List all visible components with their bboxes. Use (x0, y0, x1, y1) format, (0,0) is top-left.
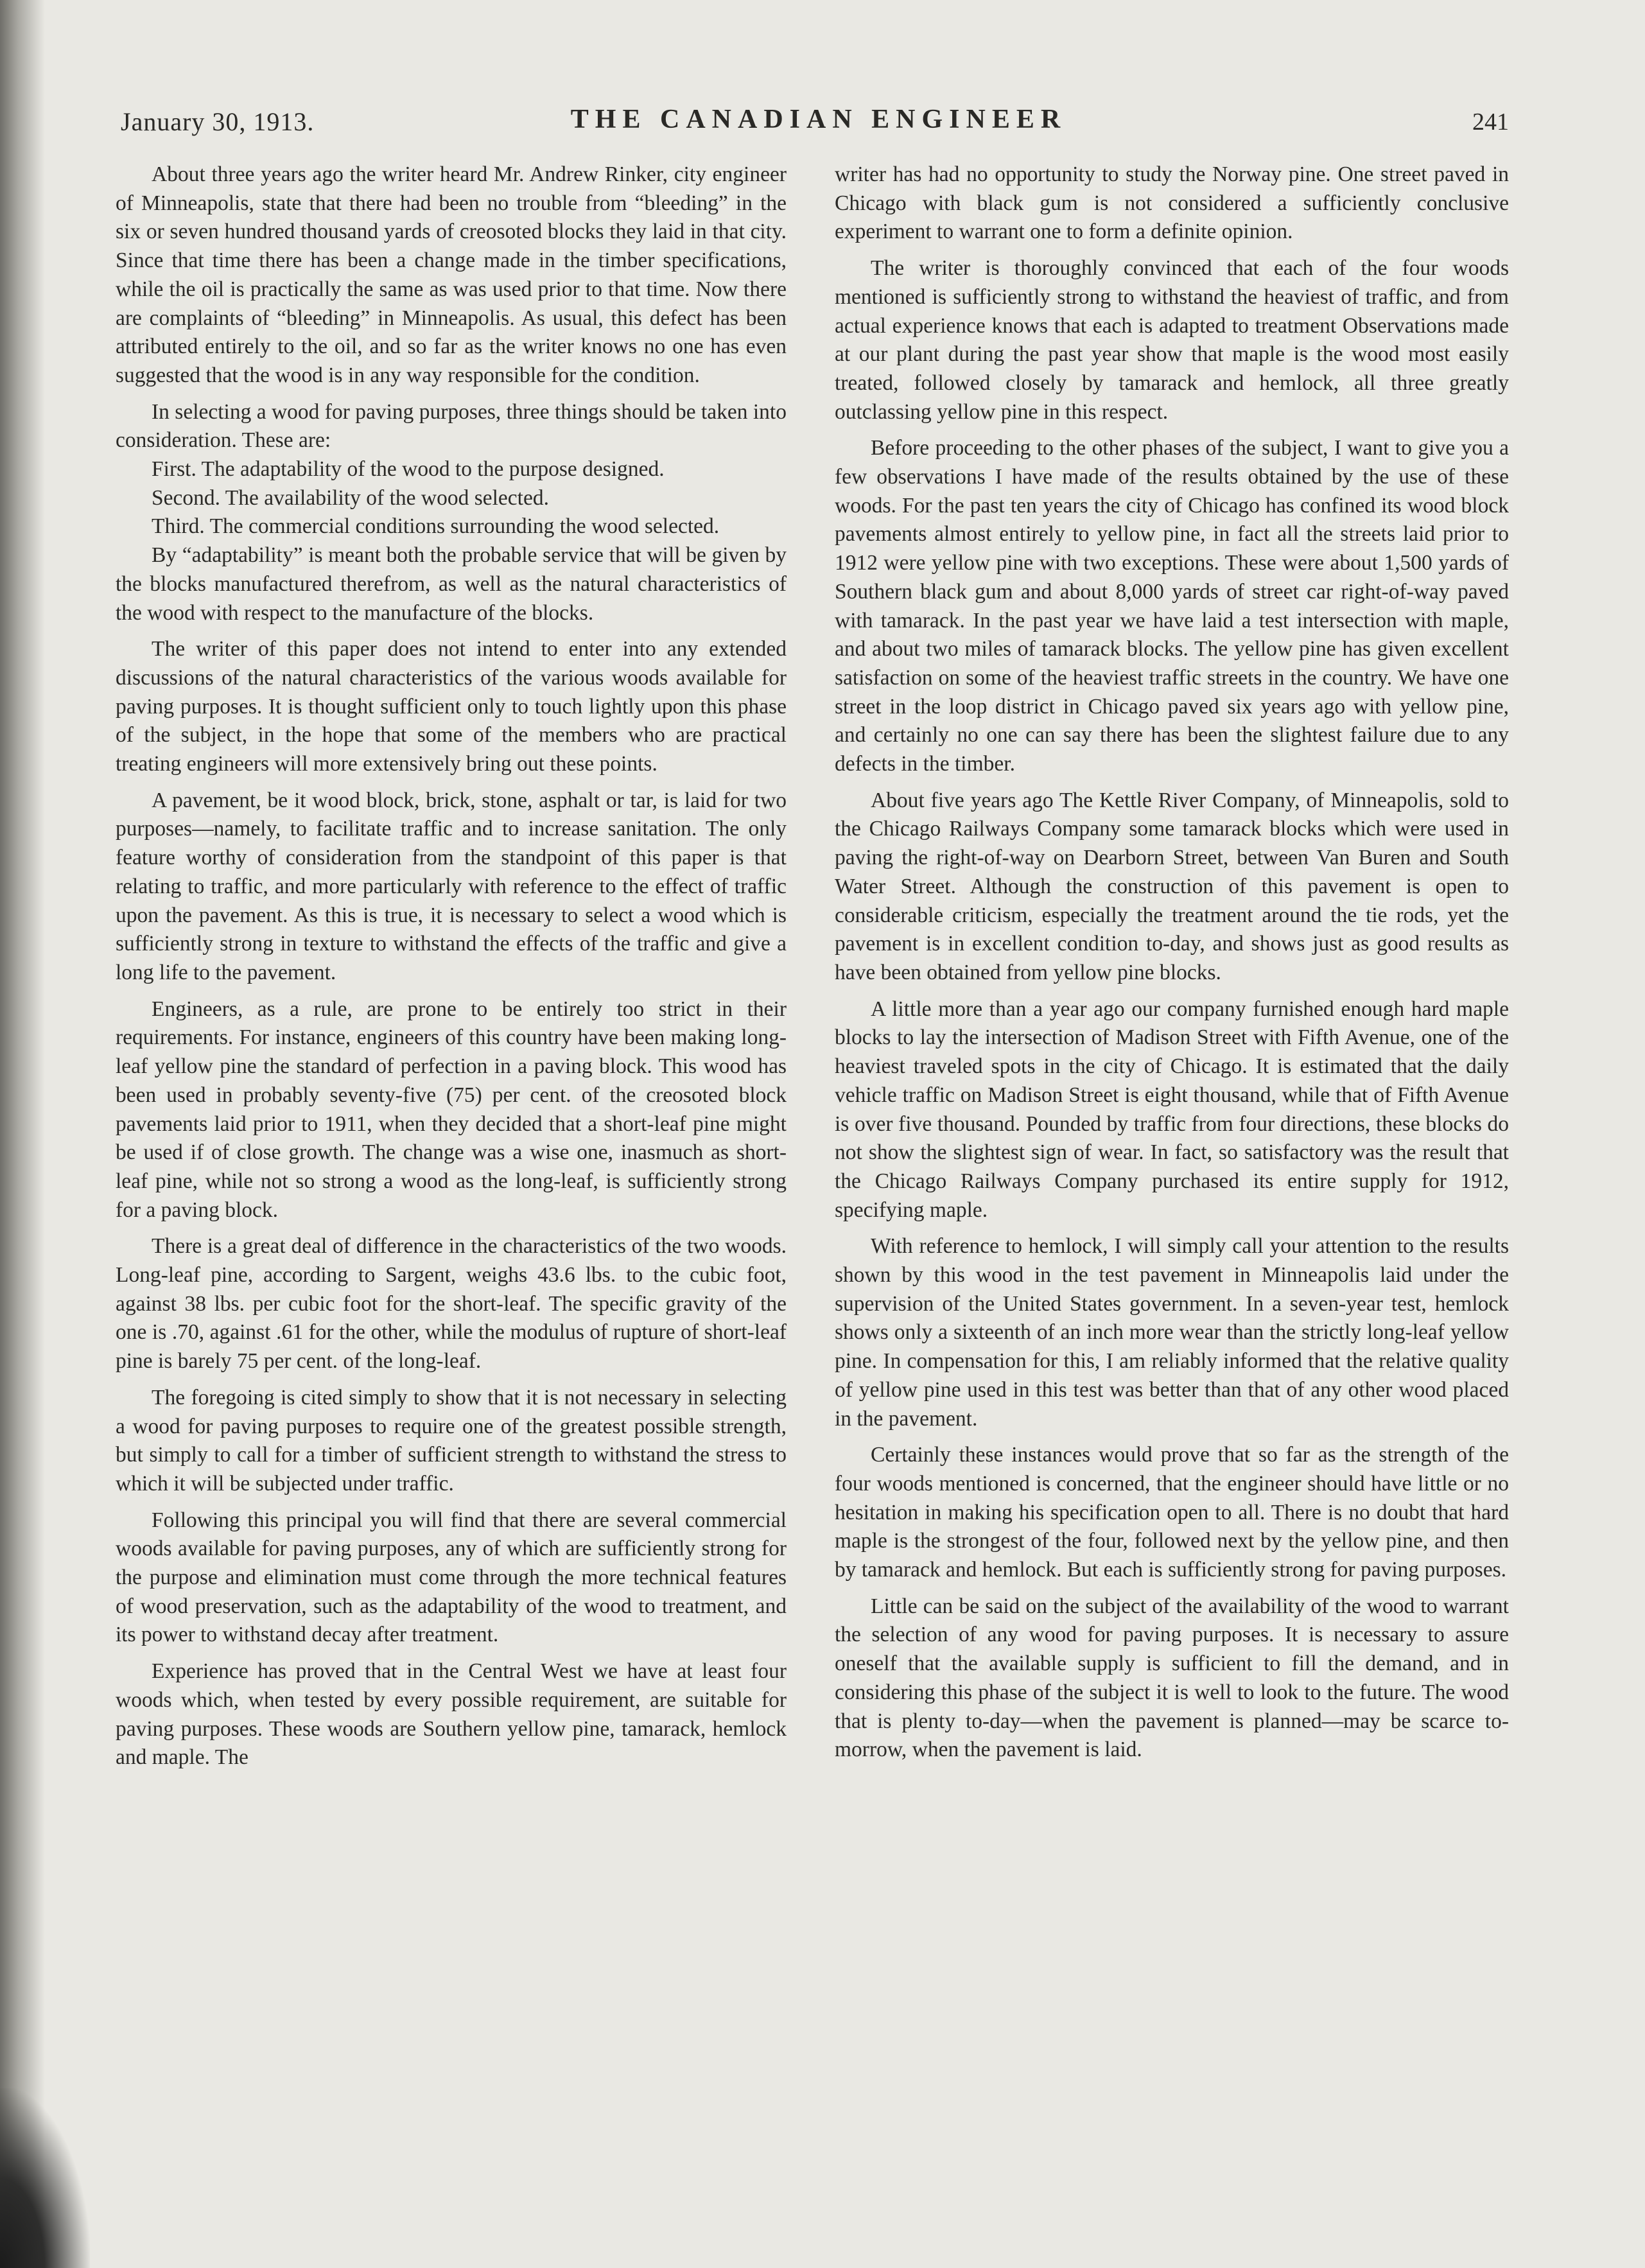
running-header (116, 101, 1522, 146)
paragraph: In selecting a wood for paving purposes, three things should be taken into consideration. These are: (116, 399, 787, 453)
paragraph: Second. The availability of the wood selected. (152, 485, 549, 510)
paragraph: By “adaptability” is meant both the probable service that will be given by the blocks manufactured therefrom, as well as the natural characteristics of the wood with respect to the manufacture of the blocks. (116, 543, 787, 625)
paragraph: Experience has proved that in the Central West we have at least four woods which, when tested by every possible requirement, are suitable for paving purposes. These woods are Southern yellow pine, tamarack, hemlock and maple. The (116, 1659, 787, 1770)
paragraph: Following this principal you will find that there are several commercial woods available for paving purposes, any of which are sufficiently strong for the purpose and elimination must come through the more technical features of wood preservation, such as the adaptability of the wood to treatment, and its power to withstand decay after treatment. (116, 1508, 787, 1647)
paragraph: The writer is thoroughly convinced that each of the four woods mentioned is sufficiently strong to withstand the heaviest of traffic, and from actual experience knows that each is adapted to treatment Observations made at our plant during the past year show that maple is the wood most easily treated, followed closely by tamarack and hemlock, all three greatly outclassing yellow pine in this respect. (835, 256, 1509, 424)
paragraph: There is a great deal of difference in the characteristics of the two woods. Long-leaf pine, according to Sargent, weighs 43.6 lbs. to the cubic foot, against 38 lbs. per cubic foot for the short-leaf. The specific gravity of the one is .70, against .61 for the other, while the modulus of rupture of short-leaf pine is barely 75 per cent. of the long-leaf. (116, 1234, 787, 1374)
left-column (116, 161, 787, 1772)
paragraph: Little can be said on the subject of the availability of the wood to warrant the selection of any wood for paving purposes. It is necessary to assure oneself that the available supply is sufficient to fill the demand, and in considering this phase of the subject it is well to look to the future. The wood that is plenty to-day—when the pavement is planned—may be scarce to-morrow, when the pavement is laid. (835, 1594, 1509, 1762)
page-number: 241 (1472, 109, 1509, 135)
issue-date: January 30, 1913. (121, 107, 315, 136)
paragraph: Certainly these instances would prove that so far as the strength of the four woods mentioned is concerned, that the engineer should have little or no hesitation in making his specification open to all. There is no doubt that hard maple is the strongest of the four, followed next by the yellow pine, and then by tamarack and hemlock. But each is sufficiently strong for paving purposes. (835, 1443, 1509, 1582)
journal-title: THE CANADIAN ENGINEER (570, 105, 1067, 134)
paragraph: Before proceeding to the other phases of the subject, I want to give you a few observations I have made of the results obtained by the use of these woods. For the past ten years the city of Chicago has confined its wood block pavements almost entirely to yellow pine, in fact all the streets laid prior to 1912 were yellow pine with two exceptions. These were about 1,500 yards of Southern black gum and about 8,000 yards of street car right-of-way paved with tamarack. In the past year we have laid a test intersection with maple, and about two miles of tamarack blocks. The yellow pine has given excellent satisfaction on some of the heaviest traffic streets in the country. We have one street in the loop district in Chicago paved six years ago with yellow pine, and certainly no one can say there has been the slightest failure due to any defects in the timber. (835, 436, 1509, 776)
page-gutter-shadow (0, 0, 45, 2268)
paragraph: Third. The commercial conditions surrounding the wood selected. (152, 514, 720, 539)
scan-corner-shadow (0, 2088, 90, 2268)
journal-page (116, 90, 1522, 2196)
paragraph: Engineers, as a rule, are prone to be entirely too strict in their requirements. For instance, engineers of this country have been making long-leaf yellow pine the standard of perfection in a paving block. This wood has been used in probably seventy-five (75) per cent. of the creosoted block pavements laid prior to 1911, when they decided that a short-leaf pine might be used if of close growth. The change was a wise one, inasmuch as short-leaf pine, while not so strong a wood as the long-leaf, is sufficiently strong for a paving block. (116, 997, 787, 1222)
right-column (835, 161, 1509, 1765)
paragraph: The foregoing is cited simply to show that it is not necessary in selecting a wood for paving purposes to require one of the greatest possible strength, but simply to call for a timber of sufficient strength to withstand the stress to which it will be subjected under traffic. (116, 1385, 787, 1496)
paragraph: About three years ago the writer heard Mr. Andrew Rinker, city engineer of Minneapolis, state that there had been no trouble from “bleeding” in the six or seven hundred thousand yards of creosoted blocks they laid in that city. Since that time there has been a change made in the timber specifications, while the oil is practically the same as was used prior to that time. Now there are complaints of “bleeding” in Minneapolis. As usual, this defect has been attributed entirely to the oil, and so far as the writer knows no one has even suggested that the wood is in any way responsible for the condition. (116, 162, 787, 387)
paragraph: The writer of this paper does not intend to enter into any extended discussions of the natural characteristics of the various woods available for paving purposes. It is thought sufficient only to touch lightly upon this phase of the subject, in the hope that some of the members who are practical treating engineers will more extensively bring out these points. (116, 637, 787, 776)
paragraph: First. The adaptability of the wood to the purpose designed. (152, 457, 665, 482)
paragraph: A pavement, be it wood block, brick, stone, asphalt or tar, is laid for two purposes—namely, to facilitate traffic and to increase sanitation. The only feature worthy of consideration from the standpoint of this paper is that relating to traffic, and more particularly with reference to the effect of traffic upon the pavement. As this is true, it is necessary to select a wood which is sufficiently strong in texture to withstand the effects of the traffic and give a long life to the pavement. (116, 788, 787, 984)
paragraph: About five years ago The Kettle River Company, of Minneapolis, sold to the Chicago Railways Company some tamarack blocks which were used in paving the right-of-way on Dearborn Street, between Van Buren and South Water Street. Although the construction of this pavement is open to considerable criticism, especially the treatment around the tie rods, yet the pavement is in excellent condition to-day, and shows just as good results as have been obtained from yellow pine blocks. (835, 788, 1509, 984)
paragraph: writer has had no opportunity to study the Norway pine. One street paved in Chicago with black gum is not considered a sufficiently conclusive experiment to warrant one to form a definite opinion. (835, 162, 1509, 244)
paragraph: With reference to hemlock, I will simply call your attention to the results shown by this wood in the test pavement in Minneapolis laid under the supervision of the United States government. In a seven-year test, hemlock shows only a sixteenth of an inch more wear than the strictly long-leaf yellow pine. In compensation for this, I am reliably informed that the relative quality of yellow pine used in this test was better than that of any other wood placed in the pavement. (835, 1234, 1509, 1431)
paragraph: A little more than a year ago our company furnished enough hard maple blocks to lay the intersection of Madison Street with Fifth Avenue, one of the heaviest traveled spots in the city of Chicago. It is estimated that the daily vehicle traffic on Madison Street is eight thousand, while that of Fifth Avenue is over five thousand. Pounded by traffic from four directions, these blocks do not show the slightest sign of wear. In fact, so satisfactory was the result that the Chicago Railways Company purchased its entire supply for 1912, specifying maple. (835, 997, 1509, 1222)
